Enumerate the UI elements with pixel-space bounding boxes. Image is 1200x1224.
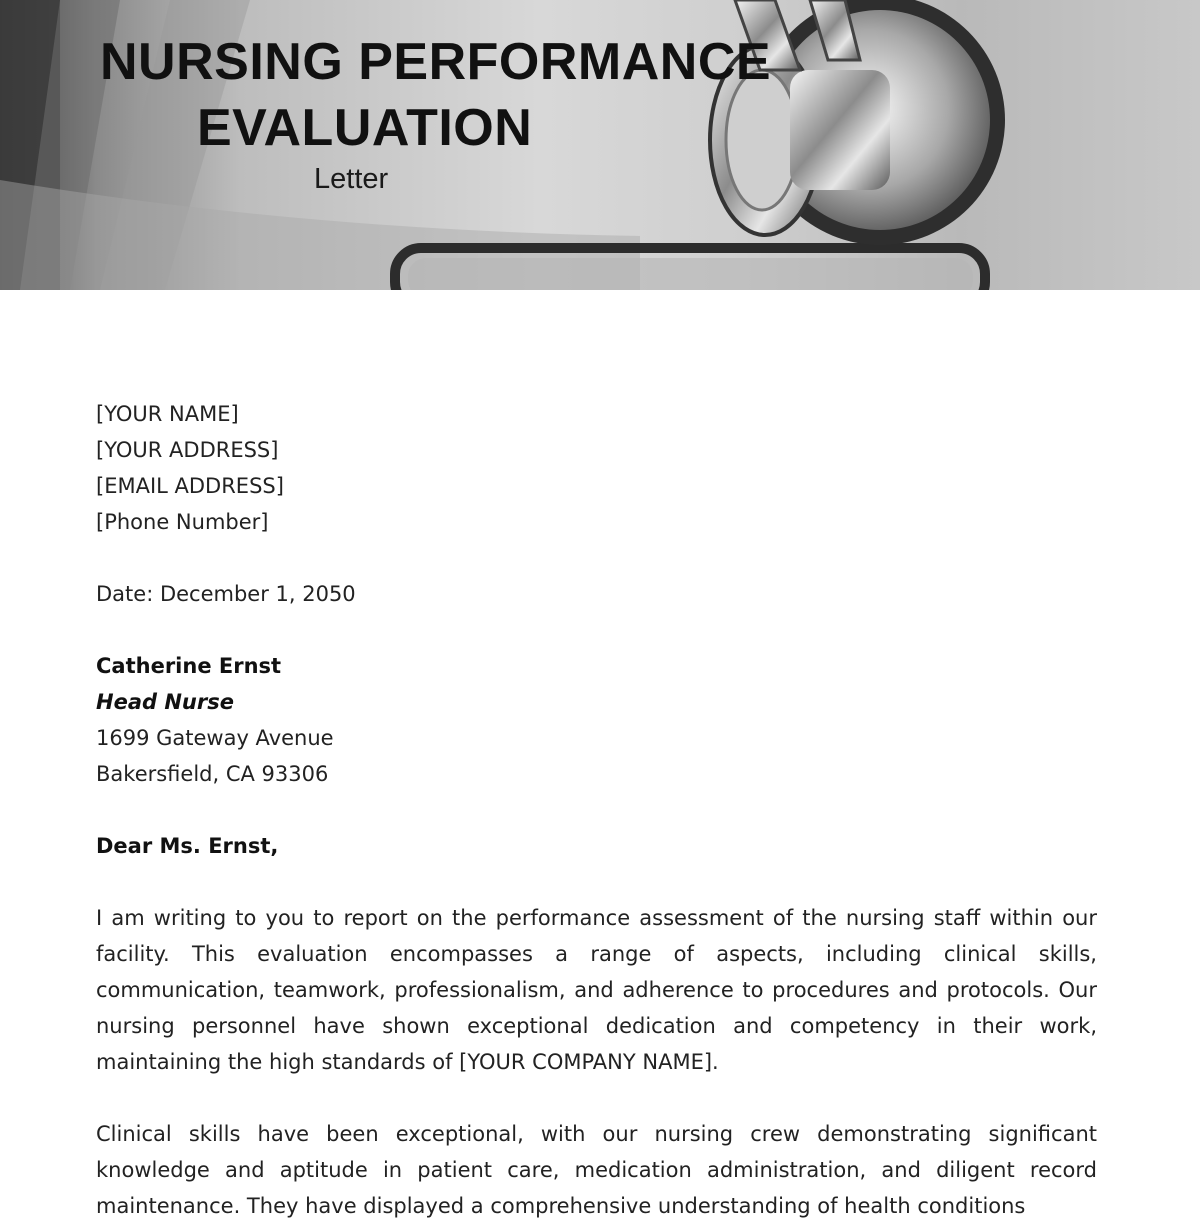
- page-title-line-2: EVALUATION: [197, 99, 533, 157]
- paragraph-intro: I am writing to you to report on the performance assessment of the nursing staff within our facility. This evaluation encompasses a range of aspects, including clinical skills, communication, teamwork, professionalism, and adherence to procedures and protocols. Our nursing personnel have shown exceptional dedication and competency in their work, maintaining the high standards of [YOUR COMPANY NAME].: [96, 906, 1097, 1074]
- page-title-line-1: NURSING PERFORMANCE: [100, 33, 772, 91]
- letter-date: Date: December 1, 2050: [96, 582, 356, 606]
- sender-name: [YOUR NAME]: [96, 402, 239, 426]
- recipient-title: Head Nurse: [96, 690, 234, 714]
- letter-body: [96, 396, 1097, 1224]
- paragraph-clinical-skills: Clinical skills have been exceptional, with our nursing crew demonstrating significant knowledge and aptitude in patient care, medication administration, and diligent record maintenance. They have displayed a comprehensive understanding of health conditions: [96, 1122, 1097, 1218]
- sender-phone: [Phone Number]: [96, 510, 269, 534]
- sender-block: [96, 396, 1097, 540]
- recipient-street: 1699 Gateway Avenue: [96, 726, 334, 750]
- sender-email: [EMAIL ADDRESS]: [96, 474, 284, 498]
- page-subtitle: Letter: [314, 163, 389, 195]
- header-banner: [0, 0, 1200, 290]
- sender-address: [YOUR ADDRESS]: [96, 438, 279, 462]
- recipient-city: Bakersfield, CA 93306: [96, 762, 329, 786]
- recipient-name: Catherine Ernst: [96, 654, 282, 678]
- salutation: Dear Ms. Ernst,: [96, 834, 279, 858]
- recipient-block: [96, 648, 1097, 792]
